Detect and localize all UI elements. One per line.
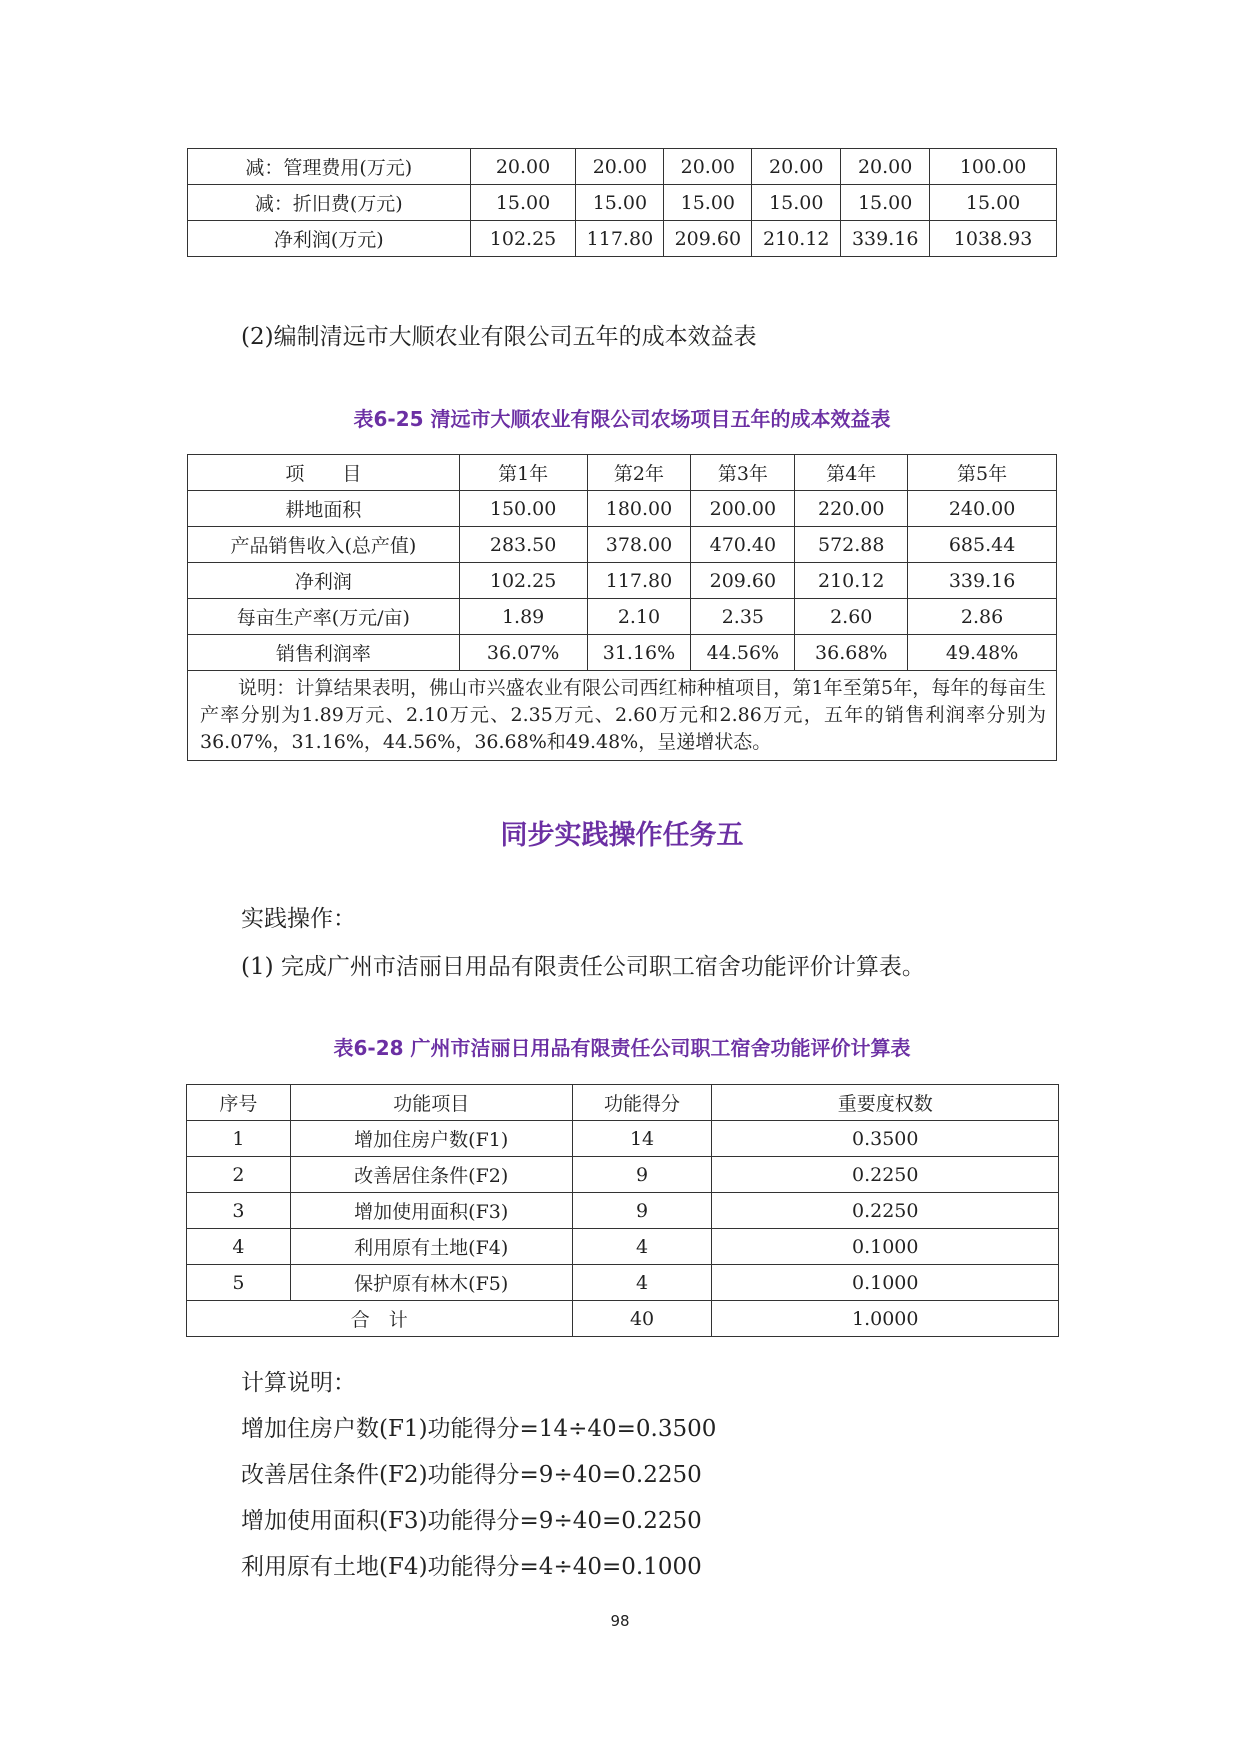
table-row xyxy=(188,527,1057,563)
table-cell: 240.00 xyxy=(908,491,1057,527)
table-cell: 0.2250 xyxy=(712,1157,1059,1193)
table-cell: 3 xyxy=(187,1193,291,1229)
table-cell: 9 xyxy=(572,1193,712,1229)
table-cell: 20.00 xyxy=(664,149,752,185)
table-cell: 改善居住条件(F2) xyxy=(290,1157,572,1193)
table-row xyxy=(187,1121,1059,1157)
table-cell: 0.2250 xyxy=(712,1193,1059,1229)
table-cell: 2.60 xyxy=(795,599,908,635)
total-score: 40 xyxy=(572,1301,712,1337)
paragraph-instruction: (2)编制清远市大顺农业有限公司五年的成本效益表 xyxy=(241,324,757,350)
table-row xyxy=(188,185,1057,221)
function-evaluation-table xyxy=(186,1084,1059,1337)
table-cell: 1038.93 xyxy=(930,221,1057,257)
table-cell: 102.25 xyxy=(459,563,587,599)
table-cell: 220.00 xyxy=(795,491,908,527)
section-heading: 同步实践操作任务五 xyxy=(500,820,744,851)
table-row xyxy=(188,563,1057,599)
column-header: 功能项目 xyxy=(290,1085,572,1121)
table-cell: 增加使用面积(F3) xyxy=(290,1193,572,1229)
table-cell: 2.35 xyxy=(691,599,795,635)
column-header: 第2年 xyxy=(587,455,691,491)
table-cell: 209.60 xyxy=(691,563,795,599)
table-cell: 保护原有林木(F5) xyxy=(290,1265,572,1301)
table-cell: 14 xyxy=(572,1121,712,1157)
calc-label: 计算说明： xyxy=(241,1370,356,1396)
table-cell: 49.48% xyxy=(908,635,1057,671)
table-row xyxy=(187,1193,1059,1229)
table-cell: 572.88 xyxy=(795,527,908,563)
calc-line: 改善居住条件(F2)功能得分=9÷40=0.2250 xyxy=(241,1462,702,1488)
table-cell: 15.00 xyxy=(576,185,664,221)
table-row xyxy=(188,221,1057,257)
column-header: 重要度权数 xyxy=(712,1085,1059,1121)
table-note: 说明：计算结果表明，佛山市兴盛农业有限公司西红柿种植项目，第1年至第5年，每年的每亩生产率分别为1.89万元、2.10万元、2.35万元、2.60万元和2.86万元，五年的销售利润率分别为36.07%，31.16%，44.56%，36.68%和49.48%，呈递增状态。 xyxy=(188,671,1057,761)
table-cell: 增加住房户数(F1) xyxy=(290,1121,572,1157)
cost-benefit-table xyxy=(187,454,1057,761)
table-cell: 283.50 xyxy=(459,527,587,563)
practice-item: (1) 完成广州市洁丽日用品有限责任公司职工宿舍功能评价计算表。 xyxy=(241,954,925,980)
column-header: 第1年 xyxy=(459,455,587,491)
row-label: 耕地面积 xyxy=(188,491,460,527)
column-header: 第5年 xyxy=(908,455,1057,491)
column-header: 项 目 xyxy=(188,455,460,491)
table-row xyxy=(187,1157,1059,1193)
row-label: 减：折旧费(万元) xyxy=(188,185,471,221)
table-cell: 2.10 xyxy=(587,599,691,635)
table-cell: 4 xyxy=(572,1229,712,1265)
table-note-row xyxy=(188,671,1057,761)
column-header: 序号 xyxy=(187,1085,291,1121)
row-label: 每亩生产率(万元/亩) xyxy=(188,599,460,635)
table-cell: 180.00 xyxy=(587,491,691,527)
table-caption: 表6-25 清远市大顺农业有限公司农场项目五年的成本效益表 xyxy=(353,407,891,431)
row-label: 净利润(万元) xyxy=(188,221,471,257)
table-cell: 20.00 xyxy=(841,149,930,185)
table-cell: 378.00 xyxy=(587,527,691,563)
table-cell: 5 xyxy=(187,1265,291,1301)
calc-line: 增加使用面积(F3)功能得分=9÷40=0.2250 xyxy=(241,1508,702,1534)
table-caption: 表6-28 广州市洁丽日用品有限责任公司职工宿舍功能评价计算表 xyxy=(333,1036,911,1060)
table-cell: 利用原有土地(F4) xyxy=(290,1229,572,1265)
table-cell: 200.00 xyxy=(691,491,795,527)
total-label: 合 计 xyxy=(187,1301,573,1337)
table-cell: 339.16 xyxy=(841,221,930,257)
table-cell: 15.00 xyxy=(664,185,752,221)
column-header: 功能得分 xyxy=(572,1085,712,1121)
table-total-row xyxy=(187,1301,1059,1337)
table-row xyxy=(188,635,1057,671)
table-cell: 15.00 xyxy=(470,185,576,221)
calc-line: 增加住房户数(F1)功能得分=14÷40=0.3500 xyxy=(241,1416,717,1442)
table-cell: 31.16% xyxy=(587,635,691,671)
table-cell: 2.86 xyxy=(908,599,1057,635)
calc-line: 利用原有土地(F4)功能得分=4÷40=0.1000 xyxy=(241,1554,702,1580)
row-label: 销售利润率 xyxy=(188,635,460,671)
table-cell: 209.60 xyxy=(664,221,752,257)
table-cell: 44.56% xyxy=(691,635,795,671)
table-cell: 117.80 xyxy=(576,221,664,257)
table-cell: 117.80 xyxy=(587,563,691,599)
table-row xyxy=(187,1229,1059,1265)
table-cell: 470.40 xyxy=(691,527,795,563)
table-row xyxy=(188,599,1057,635)
table-cell: 2 xyxy=(187,1157,291,1193)
table-cell: 0.3500 xyxy=(712,1121,1059,1157)
column-header: 第3年 xyxy=(691,455,795,491)
table-row xyxy=(187,1265,1059,1301)
table-cell: 15.00 xyxy=(930,185,1057,221)
table-header-row xyxy=(187,1085,1059,1121)
table-cell: 0.1000 xyxy=(712,1265,1059,1301)
row-label: 净利润 xyxy=(188,563,460,599)
table-cell: 1.89 xyxy=(459,599,587,635)
table-row xyxy=(188,149,1057,185)
table-cell: 0.1000 xyxy=(712,1229,1059,1265)
table-cell: 100.00 xyxy=(930,149,1057,185)
table-cell: 339.16 xyxy=(908,563,1057,599)
total-weight: 1.0000 xyxy=(712,1301,1059,1337)
page-number: 98 xyxy=(610,1612,630,1630)
table-cell: 36.07% xyxy=(459,635,587,671)
row-label: 减：管理费用(万元) xyxy=(188,149,471,185)
table-cell: 685.44 xyxy=(908,527,1057,563)
table-cell: 15.00 xyxy=(752,185,841,221)
table-cell: 4 xyxy=(572,1265,712,1301)
table-row xyxy=(188,491,1057,527)
table-header-row xyxy=(188,455,1057,491)
column-header: 第4年 xyxy=(795,455,908,491)
practice-label: 实践操作： xyxy=(241,906,356,932)
table-cell: 210.12 xyxy=(795,563,908,599)
table-cell: 9 xyxy=(572,1157,712,1193)
table-cell: 1 xyxy=(187,1121,291,1157)
row-label: 产品销售收入(总产值) xyxy=(188,527,460,563)
table-cell: 4 xyxy=(187,1229,291,1265)
table-cell: 150.00 xyxy=(459,491,587,527)
table-cell: 15.00 xyxy=(841,185,930,221)
table-cell: 210.12 xyxy=(752,221,841,257)
table-cell: 20.00 xyxy=(470,149,576,185)
table-cell: 20.00 xyxy=(576,149,664,185)
table-cell: 36.68% xyxy=(795,635,908,671)
table-cell: 20.00 xyxy=(752,149,841,185)
table-cell: 102.25 xyxy=(470,221,576,257)
profit-table-continuation xyxy=(187,148,1057,257)
